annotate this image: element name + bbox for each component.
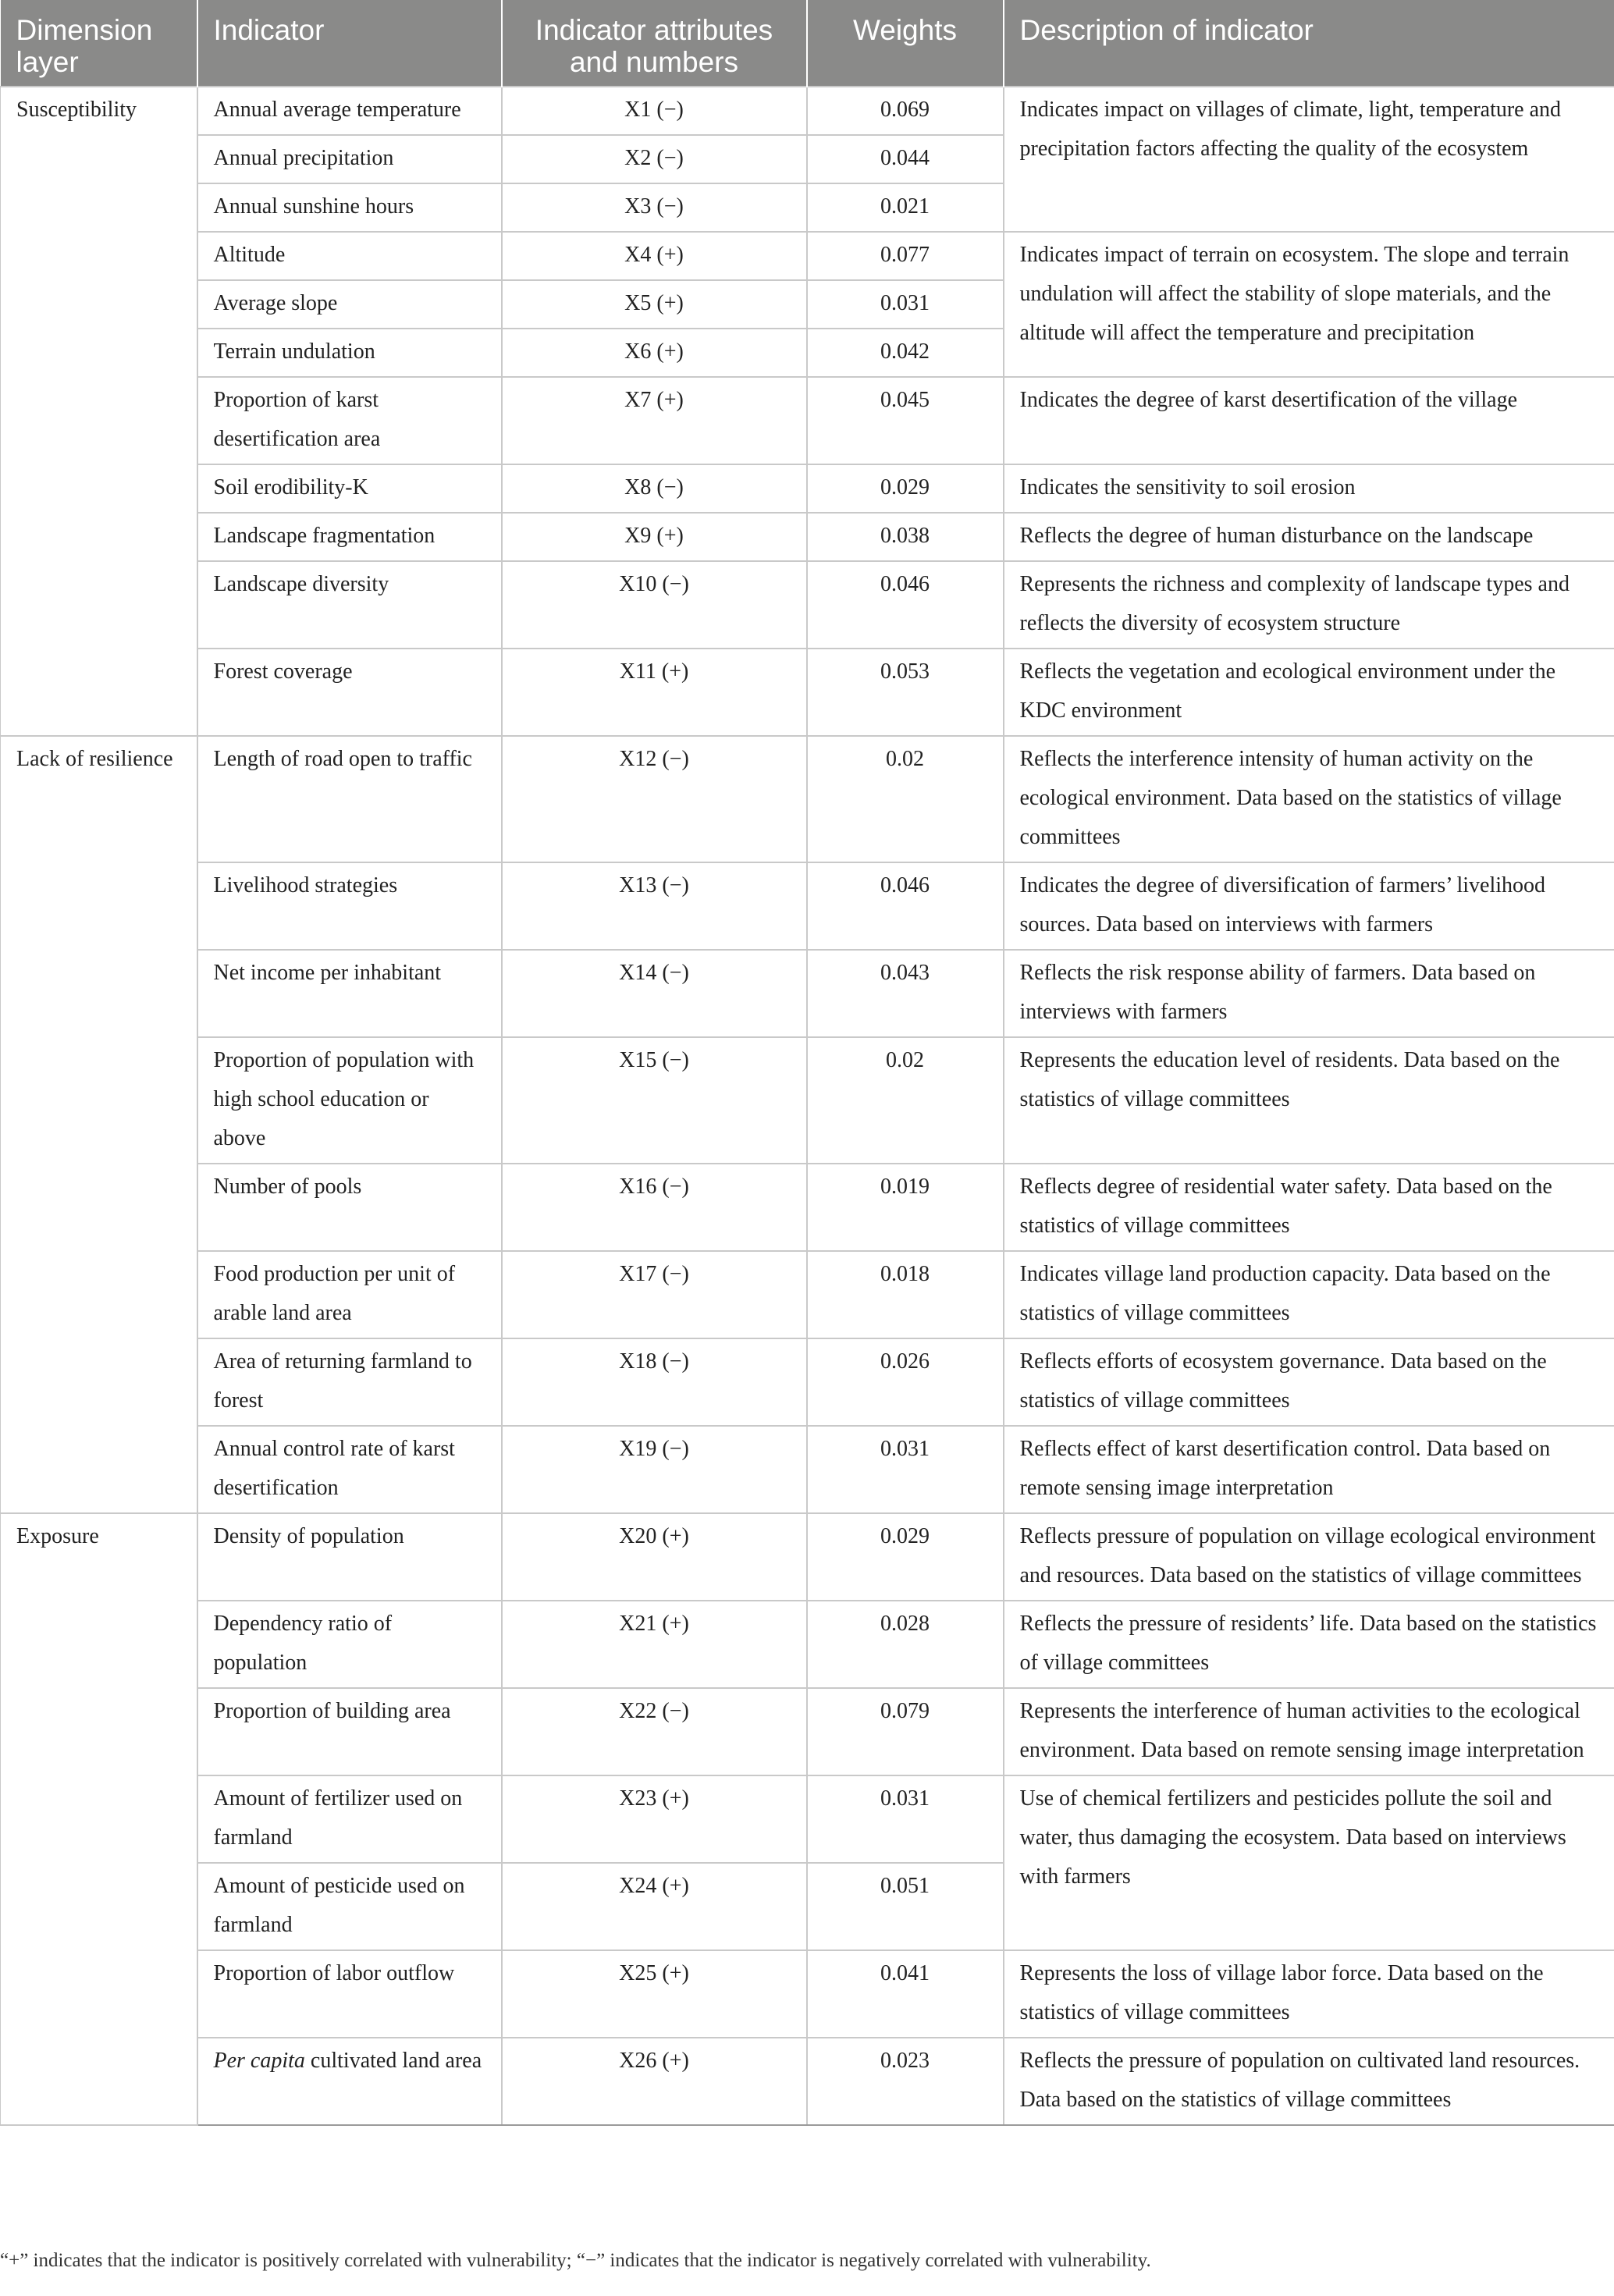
table-row	[1, 1251, 1614, 1338]
indicator-cell: Proportion of building area	[197, 1688, 502, 1775]
description-cell: Reflects the risk response ability of farmers. Data based on interviews with farmers	[1004, 950, 1614, 1037]
indicator-code-cell: X21 (+)	[502, 1601, 807, 1688]
indicator-code-cell: X9 (+)	[502, 513, 807, 561]
weight-cell: 0.041	[807, 1950, 1004, 2038]
indicator-code-cell: X25 (+)	[502, 1950, 807, 2038]
description-cell: Indicates the sensitivity to soil erosion	[1004, 464, 1614, 513]
indicator-italic-text: Per capita	[213, 2049, 305, 2073]
indicator-cell: Proportion of karst desertification area	[197, 377, 502, 464]
indicator-code-cell: X4 (+)	[502, 232, 807, 280]
description-cell: Indicates the degree of karst desertification of the village	[1004, 377, 1614, 464]
description-cell: Represents the richness and complexity of landscape types and reflects the diversity of ecosystem structure	[1004, 561, 1614, 649]
description-cell: Indicates impact on villages of climate, light, temperature and precipitation factors affecting the quality of the ecosystem	[1004, 87, 1614, 232]
weight-cell: 0.045	[807, 377, 1004, 464]
indicator-cell: Annual control rate of karst desertification	[197, 1426, 502, 1513]
weight-cell: 0.069	[807, 87, 1004, 135]
indicator-code-cell: X12 (−)	[502, 736, 807, 862]
table-row	[1, 1164, 1614, 1251]
indicator-code-cell: X26 (+)	[502, 2038, 807, 2125]
table-row	[1, 377, 1614, 464]
indicator-cell: Amount of pesticide used on farmland	[197, 1863, 502, 1950]
table-row	[1, 232, 1614, 280]
table-footnote: “+” indicates that the indicator is positively correlated with vulnerability; “−” indicates that the indicator is negatively correlated with vulnerability.	[0, 2250, 1151, 2271]
description-cell: Represents the education level of residents. Data based on the statistics of village committees	[1004, 1037, 1614, 1164]
weight-cell: 0.031	[807, 1426, 1004, 1513]
description-cell: Reflects pressure of population on village ecological environment and resources. Data based on the statistics of village committees	[1004, 1513, 1614, 1601]
indicator-code-cell: X20 (+)	[502, 1513, 807, 1601]
dimension-layer-cell: Susceptibility	[1, 87, 197, 736]
weight-cell: 0.046	[807, 561, 1004, 649]
weight-cell: 0.053	[807, 649, 1004, 736]
indicator-cell: Number of pools	[197, 1164, 502, 1251]
indicator-cell: Soil erodibility-K	[197, 464, 502, 513]
table-header-row	[1, 0, 1614, 87]
indicator-code-cell: X13 (−)	[502, 862, 807, 950]
indicator-cell	[197, 2038, 502, 2125]
weight-cell: 0.026	[807, 1338, 1004, 1426]
table-row	[1, 736, 1614, 862]
indicator-cell: Proportion of labor outflow	[197, 1950, 502, 2038]
indicator-cell: Livelihood strategies	[197, 862, 502, 950]
indicator-cell: Net income per inhabitant	[197, 950, 502, 1037]
weight-cell: 0.046	[807, 862, 1004, 950]
indicator-code-cell: X3 (−)	[502, 183, 807, 232]
weight-cell: 0.044	[807, 135, 1004, 183]
description-cell: Reflects the degree of human disturbance on the landscape	[1004, 513, 1614, 561]
description-cell: Reflects efforts of ecosystem governance. Data based on the statistics of village committees	[1004, 1338, 1614, 1426]
table-row	[1, 1426, 1614, 1513]
indicator-cell: Amount of fertilizer used on farmland	[197, 1775, 502, 1863]
indicator-code-cell: X19 (−)	[502, 1426, 807, 1513]
weight-cell: 0.029	[807, 1513, 1004, 1601]
weight-cell: 0.042	[807, 329, 1004, 377]
indicator-cell: Dependency ratio of population	[197, 1601, 502, 1688]
description-cell: Reflects degree of residential water safety. Data based on the statistics of village committees	[1004, 1164, 1614, 1251]
weight-cell: 0.023	[807, 2038, 1004, 2125]
indicator-code-cell: X5 (+)	[502, 280, 807, 329]
description-cell: Represents the interference of human activities to the ecological environment. Data based on remote sensing image interpretation	[1004, 1688, 1614, 1775]
table-row	[1, 950, 1614, 1037]
table-body	[1, 87, 1614, 2125]
table-row	[1, 2038, 1614, 2125]
indicator-code-cell: X2 (−)	[502, 135, 807, 183]
weight-cell: 0.038	[807, 513, 1004, 561]
weight-cell: 0.028	[807, 1601, 1004, 1688]
indicator-code-cell: X6 (+)	[502, 329, 807, 377]
table-row	[1, 1037, 1614, 1164]
header-description: Description of indicator	[1004, 0, 1614, 87]
description-cell: Use of chemical fertilizers and pesticides pollute the soil and water, thus damaging the ecosystem. Data based on interviews with farmers	[1004, 1775, 1614, 1950]
indicator-code-cell: X14 (−)	[502, 950, 807, 1037]
weight-cell: 0.021	[807, 183, 1004, 232]
indicator-text: cultivated land area	[310, 2049, 482, 2073]
indicator-cell: Length of road open to traffic	[197, 736, 502, 862]
table-row	[1, 1688, 1614, 1775]
table-row	[1, 513, 1614, 561]
header-indicator: Indicator	[197, 0, 502, 87]
indicator-code-cell: X23 (+)	[502, 1775, 807, 1863]
description-cell: Indicates the degree of diversification of farmers’ livelihood sources. Data based on interviews with farmers	[1004, 862, 1614, 950]
indicator-cell: Forest coverage	[197, 649, 502, 736]
description-cell: Reflects the interference intensity of human activity on the ecological environment. Data based on the statistics of village committees	[1004, 736, 1614, 862]
indicator-cell: Altitude	[197, 232, 502, 280]
header-dimension-layer: Dimension layer	[1, 0, 197, 87]
indicator-cell: Annual average temperature	[197, 87, 502, 135]
indicator-cell: Proportion of population with high school education or above	[197, 1037, 502, 1164]
table-row	[1, 1601, 1614, 1688]
indicator-cell: Annual precipitation	[197, 135, 502, 183]
description-cell: Reflects the pressure of residents’ life. Data based on the statistics of village committees	[1004, 1601, 1614, 1688]
table-row	[1, 1338, 1614, 1426]
weight-cell: 0.043	[807, 950, 1004, 1037]
indicator-code-cell: X18 (−)	[502, 1338, 807, 1426]
indicator-cell: Density of population	[197, 1513, 502, 1601]
weight-cell: 0.051	[807, 1863, 1004, 1950]
indicator-cell: Landscape diversity	[197, 561, 502, 649]
table-row	[1, 1775, 1614, 1863]
dimension-layer-cell: Lack of resilience	[1, 736, 197, 1513]
indicator-code-cell: X7 (+)	[502, 377, 807, 464]
table-row	[1, 561, 1614, 649]
table-row	[1, 87, 1614, 135]
weight-cell: 0.079	[807, 1688, 1004, 1775]
weight-cell: 0.02	[807, 1037, 1004, 1164]
weight-cell: 0.018	[807, 1251, 1004, 1338]
weight-cell: 0.031	[807, 280, 1004, 329]
indicator-code-cell: X8 (−)	[502, 464, 807, 513]
weight-cell: 0.029	[807, 464, 1004, 513]
description-cell: Reflects the pressure of population on cultivated land resources. Data based on the statistics of village committees	[1004, 2038, 1614, 2125]
indicator-code-cell: X24 (+)	[502, 1863, 807, 1950]
indicator-code-cell: X11 (+)	[502, 649, 807, 736]
header-attributes: Indicator attributes and numbers	[502, 0, 807, 87]
indicator-code-cell: X15 (−)	[502, 1037, 807, 1164]
table-row	[1, 464, 1614, 513]
weight-cell: 0.031	[807, 1775, 1004, 1863]
header-weights: Weights	[807, 0, 1004, 87]
table-row	[1, 1950, 1614, 2038]
table-row	[1, 1513, 1614, 1601]
indicator-cell: Landscape fragmentation	[197, 513, 502, 561]
table-row	[1, 862, 1614, 950]
indicator-code-cell: X22 (−)	[502, 1688, 807, 1775]
table-row	[1, 649, 1614, 736]
indicator-code-cell: X17 (−)	[502, 1251, 807, 1338]
description-cell: Indicates village land production capacity. Data based on the statistics of village committees	[1004, 1251, 1614, 1338]
indicator-cell: Annual sunshine hours	[197, 183, 502, 232]
indicator-cell: Food production per unit of arable land area	[197, 1251, 502, 1338]
indicator-code-cell: X10 (−)	[502, 561, 807, 649]
weight-cell: 0.019	[807, 1164, 1004, 1251]
description-cell: Indicates impact of terrain on ecosystem. The slope and terrain undulation will affect the stability of slope materials, and the altitude will affect the temperature and precipitation	[1004, 232, 1614, 377]
weight-cell: 0.02	[807, 736, 1004, 862]
description-cell: Reflects effect of karst desertification control. Data based on remote sensing image interpretation	[1004, 1426, 1614, 1513]
weight-cell: 0.077	[807, 232, 1004, 280]
indicator-cell: Terrain undulation	[197, 329, 502, 377]
indicator-cell: Area of returning farmland to forest	[197, 1338, 502, 1426]
description-cell: Reflects the vegetation and ecological environment under the KDC environment	[1004, 649, 1614, 736]
indicator-code-cell: X1 (−)	[502, 87, 807, 135]
indicator-cell: Average slope	[197, 280, 502, 329]
indicator-code-cell: X16 (−)	[502, 1164, 807, 1251]
dimension-layer-cell: Exposure	[1, 1513, 197, 2125]
description-cell: Represents the loss of village labor force. Data based on the statistics of village committees	[1004, 1950, 1614, 2038]
